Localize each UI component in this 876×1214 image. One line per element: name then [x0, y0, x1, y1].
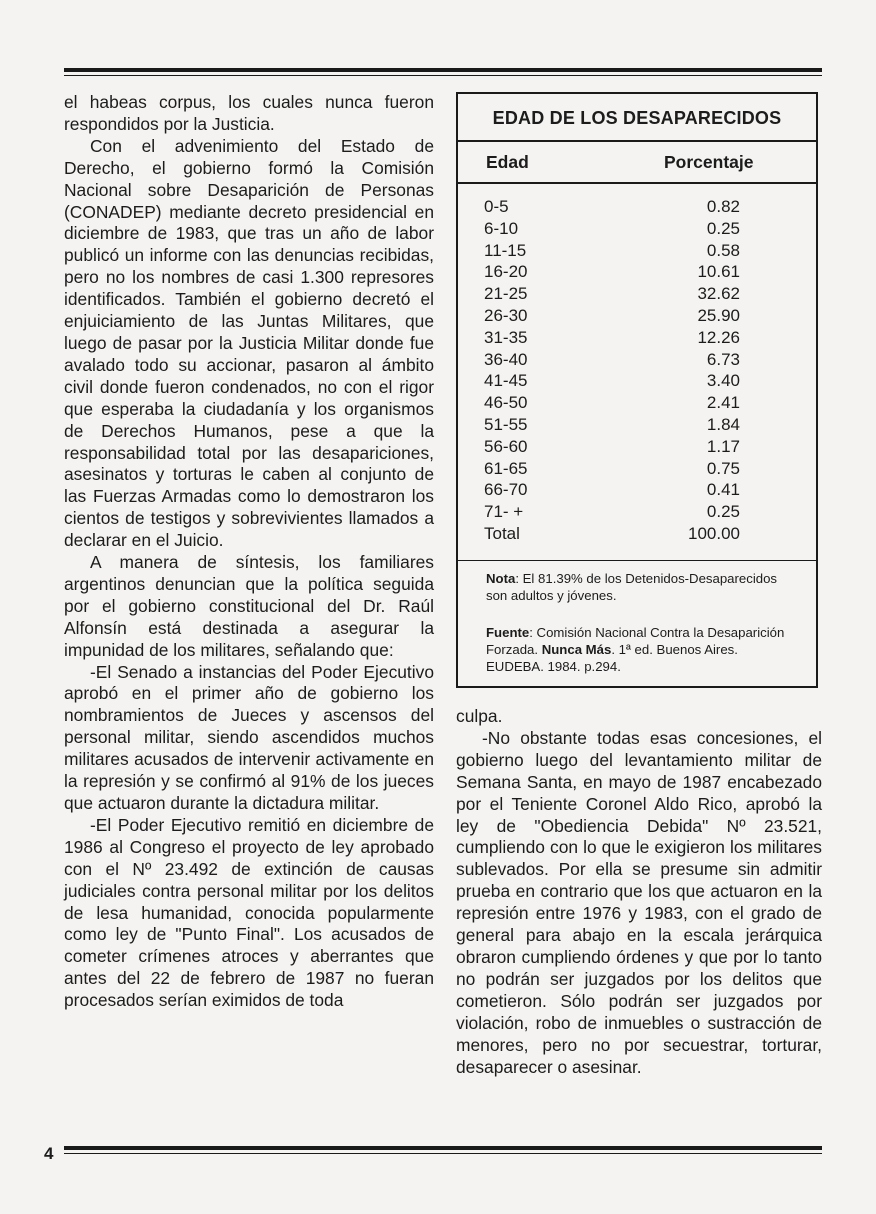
bottom-rule — [64, 1146, 822, 1150]
age-cell: 6-10 — [484, 218, 519, 238]
age-cell: 36-40 — [484, 349, 528, 369]
table-row — [458, 350, 816, 372]
percentage-cell: 6.73 — [706, 349, 740, 369]
table-body — [458, 197, 816, 546]
percentage-cell: 1.84 — [706, 414, 740, 434]
percentage-cell: 3.40 — [706, 371, 740, 391]
table-row — [458, 262, 816, 284]
age-cell: 41-45 — [484, 371, 528, 391]
paragraph: culpa. — [456, 706, 503, 726]
right-column — [456, 706, 822, 1078]
table-row — [458, 393, 816, 415]
age-cell: 66-70 — [484, 480, 528, 500]
age-cell: 61-65 — [484, 458, 528, 478]
table-row — [458, 480, 816, 502]
age-cell: 31-35 — [484, 327, 528, 347]
source-rest: . 1ª ed. Buenos Aires. EUDEBA. 1984. p.294. — [486, 642, 738, 674]
age-cell: Total — [484, 523, 520, 543]
age-cell: 11-15 — [484, 240, 527, 260]
table-divider — [458, 560, 816, 561]
note-label: Nota — [486, 571, 516, 586]
percentage-cell: 25.90 — [697, 305, 740, 325]
top-rule-thin — [64, 75, 822, 76]
age-cell: 16-20 — [484, 262, 528, 282]
paragraph: -El Poder Ejecutivo remitió en diciembre de 1986 al Congreso el proyecto de ley aprobado con el Nº 23.492 de extinción de causas judiciales contra personal militar por los delitos de lesa humanidad, conocida popularmente como ley de "Punto Final". Los acusados de cometer crímenes atroces y aberrantes que antes del 22 de febrero de 1987 no fueran procesados serían eximidos de toda — [64, 814, 434, 1011]
table-source — [486, 624, 786, 675]
percentage-cell: 0.75 — [706, 458, 740, 478]
source-label: Fuente — [486, 625, 530, 640]
paragraph: A manera de síntesis, los familiares argentinos denuncian que la política seguida por el gobierno constitucional del Dr. Raúl Alfonsín está destinada a asegurar la impunidad de los militares, señalando que: — [64, 552, 434, 660]
paragraph: Con el advenimiento del Estado de Derecho, el gobierno formó la Comisión Nacional sobre Desaparición de Personas (CONADEP) mediante decreto presidencial en diciembre de 1983, que tras un año de labor publicó un informe con las denuncias recibidas, pero no los nombres de casi 1.300 represores identificados. También el gobierno decretó el enjuiciamiento de las Juntas Militares, que luego de pasar por la Justicia Militar donde fue avalado todo su accionar, pasaron al ámbito civil donde fueron condenados, no con el rigor que esperaba la ciudadanía y los organismos de Derechos Humanos, pese a que la responsabilidad total por las desapariciones, asesinatos y torturas le caben al conjunto de las Fuerzas Armadas como lo demostraron los cientos de testigos y sobrevivientes llamados a declarar en el Juicio. — [64, 135, 434, 551]
age-cell: 21-25 — [484, 284, 528, 304]
paragraph: -El Senado a instancias del Poder Ejecutivo aprobó en el primer año de gobierno los nombramientos de Jueces y ascensos del personal militar, siendo ascendidos muchos militares acusados de intervenir activamente en la represión y se confirmó al 91% de los jueces que actuaron durante la dictadura militar. — [64, 661, 434, 813]
left-column — [64, 92, 434, 1012]
table-row — [458, 502, 816, 524]
percentage-cell: 0.58 — [706, 240, 740, 260]
table-divider — [458, 182, 816, 184]
table-divider — [458, 140, 816, 142]
column-header-age: Edad — [486, 152, 529, 172]
note-text: : El 81.39% de los Detenidos-Desaparecidos son adultos y jóvenes. — [486, 571, 778, 603]
bottom-rule-thin — [64, 1153, 822, 1154]
percentage-cell: 2.41 — [706, 393, 740, 413]
percentage-cell: 100.00 — [688, 523, 740, 543]
column-header-percentage: Porcentaje — [664, 152, 754, 172]
page-number: 4 — [44, 1144, 54, 1163]
paragraph: el habeas corpus, los cuales nunca fueron respondidos por la Justicia. — [64, 92, 434, 134]
percentage-cell: 0.82 — [706, 197, 740, 216]
age-cell: 0-5 — [484, 197, 509, 216]
age-cell: 46-50 — [484, 393, 528, 413]
table-row — [458, 197, 816, 219]
percentage-cell: 12.26 — [697, 327, 740, 347]
table-row — [458, 284, 816, 306]
source-text: : Comisión Nacional Contra la Desaparición Forzada. — [486, 625, 785, 657]
table-row — [458, 241, 816, 263]
percentage-cell: 0.41 — [706, 480, 740, 500]
table-row — [458, 437, 816, 459]
table-row — [458, 459, 816, 481]
top-rule — [64, 68, 822, 72]
percentage-cell: 0.25 — [706, 502, 740, 522]
age-cell: 26-30 — [484, 305, 528, 325]
percentage-cell: 1.17 — [706, 436, 740, 456]
table-row — [458, 371, 816, 393]
age-cell: 51-55 — [484, 414, 528, 434]
percentage-cell: 10.61 — [697, 262, 740, 282]
age-cell: 56-60 — [484, 436, 528, 456]
table-row — [458, 306, 816, 328]
percentage-cell: 0.25 — [706, 218, 740, 238]
source-book-title: Nunca Más — [541, 642, 612, 657]
table-row — [458, 219, 816, 241]
table-title: EDAD DE LOS DESAPARECIDOS — [492, 108, 782, 128]
percentage-cell: 32.62 — [697, 284, 740, 304]
age-table — [456, 92, 818, 688]
paragraph: -No obstante todas esas concesiones, el gobierno luego del levantamiento militar de Semana Santa, en mayo de 1987 encabezado por el Teniente Coronel Aldo Rico, aprobó la ley de "Obediencia Debida" Nº 23.521, cumpliendo con lo que le exigieron los militares sublevados. Por ella se presume sin admitir prueba en contrario que los que actuaron en la represión entre 1976 y 1983, con el grado de general para abajo en la escala jerárquica obraron cumpliendo órdenes y que por lo tanto no podrán ser juzgados por los delitos que cometieron. Sólo podrán ser juzgados por violación, robo de inmuebles o sustracción de menores, pero no por secuestrar, torturar, desaparecer o asesinar. — [456, 727, 822, 1077]
table-row — [458, 328, 816, 350]
table-row — [458, 415, 816, 437]
table-note — [486, 570, 786, 604]
table-row — [458, 524, 816, 546]
age-cell: 71- + — [484, 502, 524, 522]
